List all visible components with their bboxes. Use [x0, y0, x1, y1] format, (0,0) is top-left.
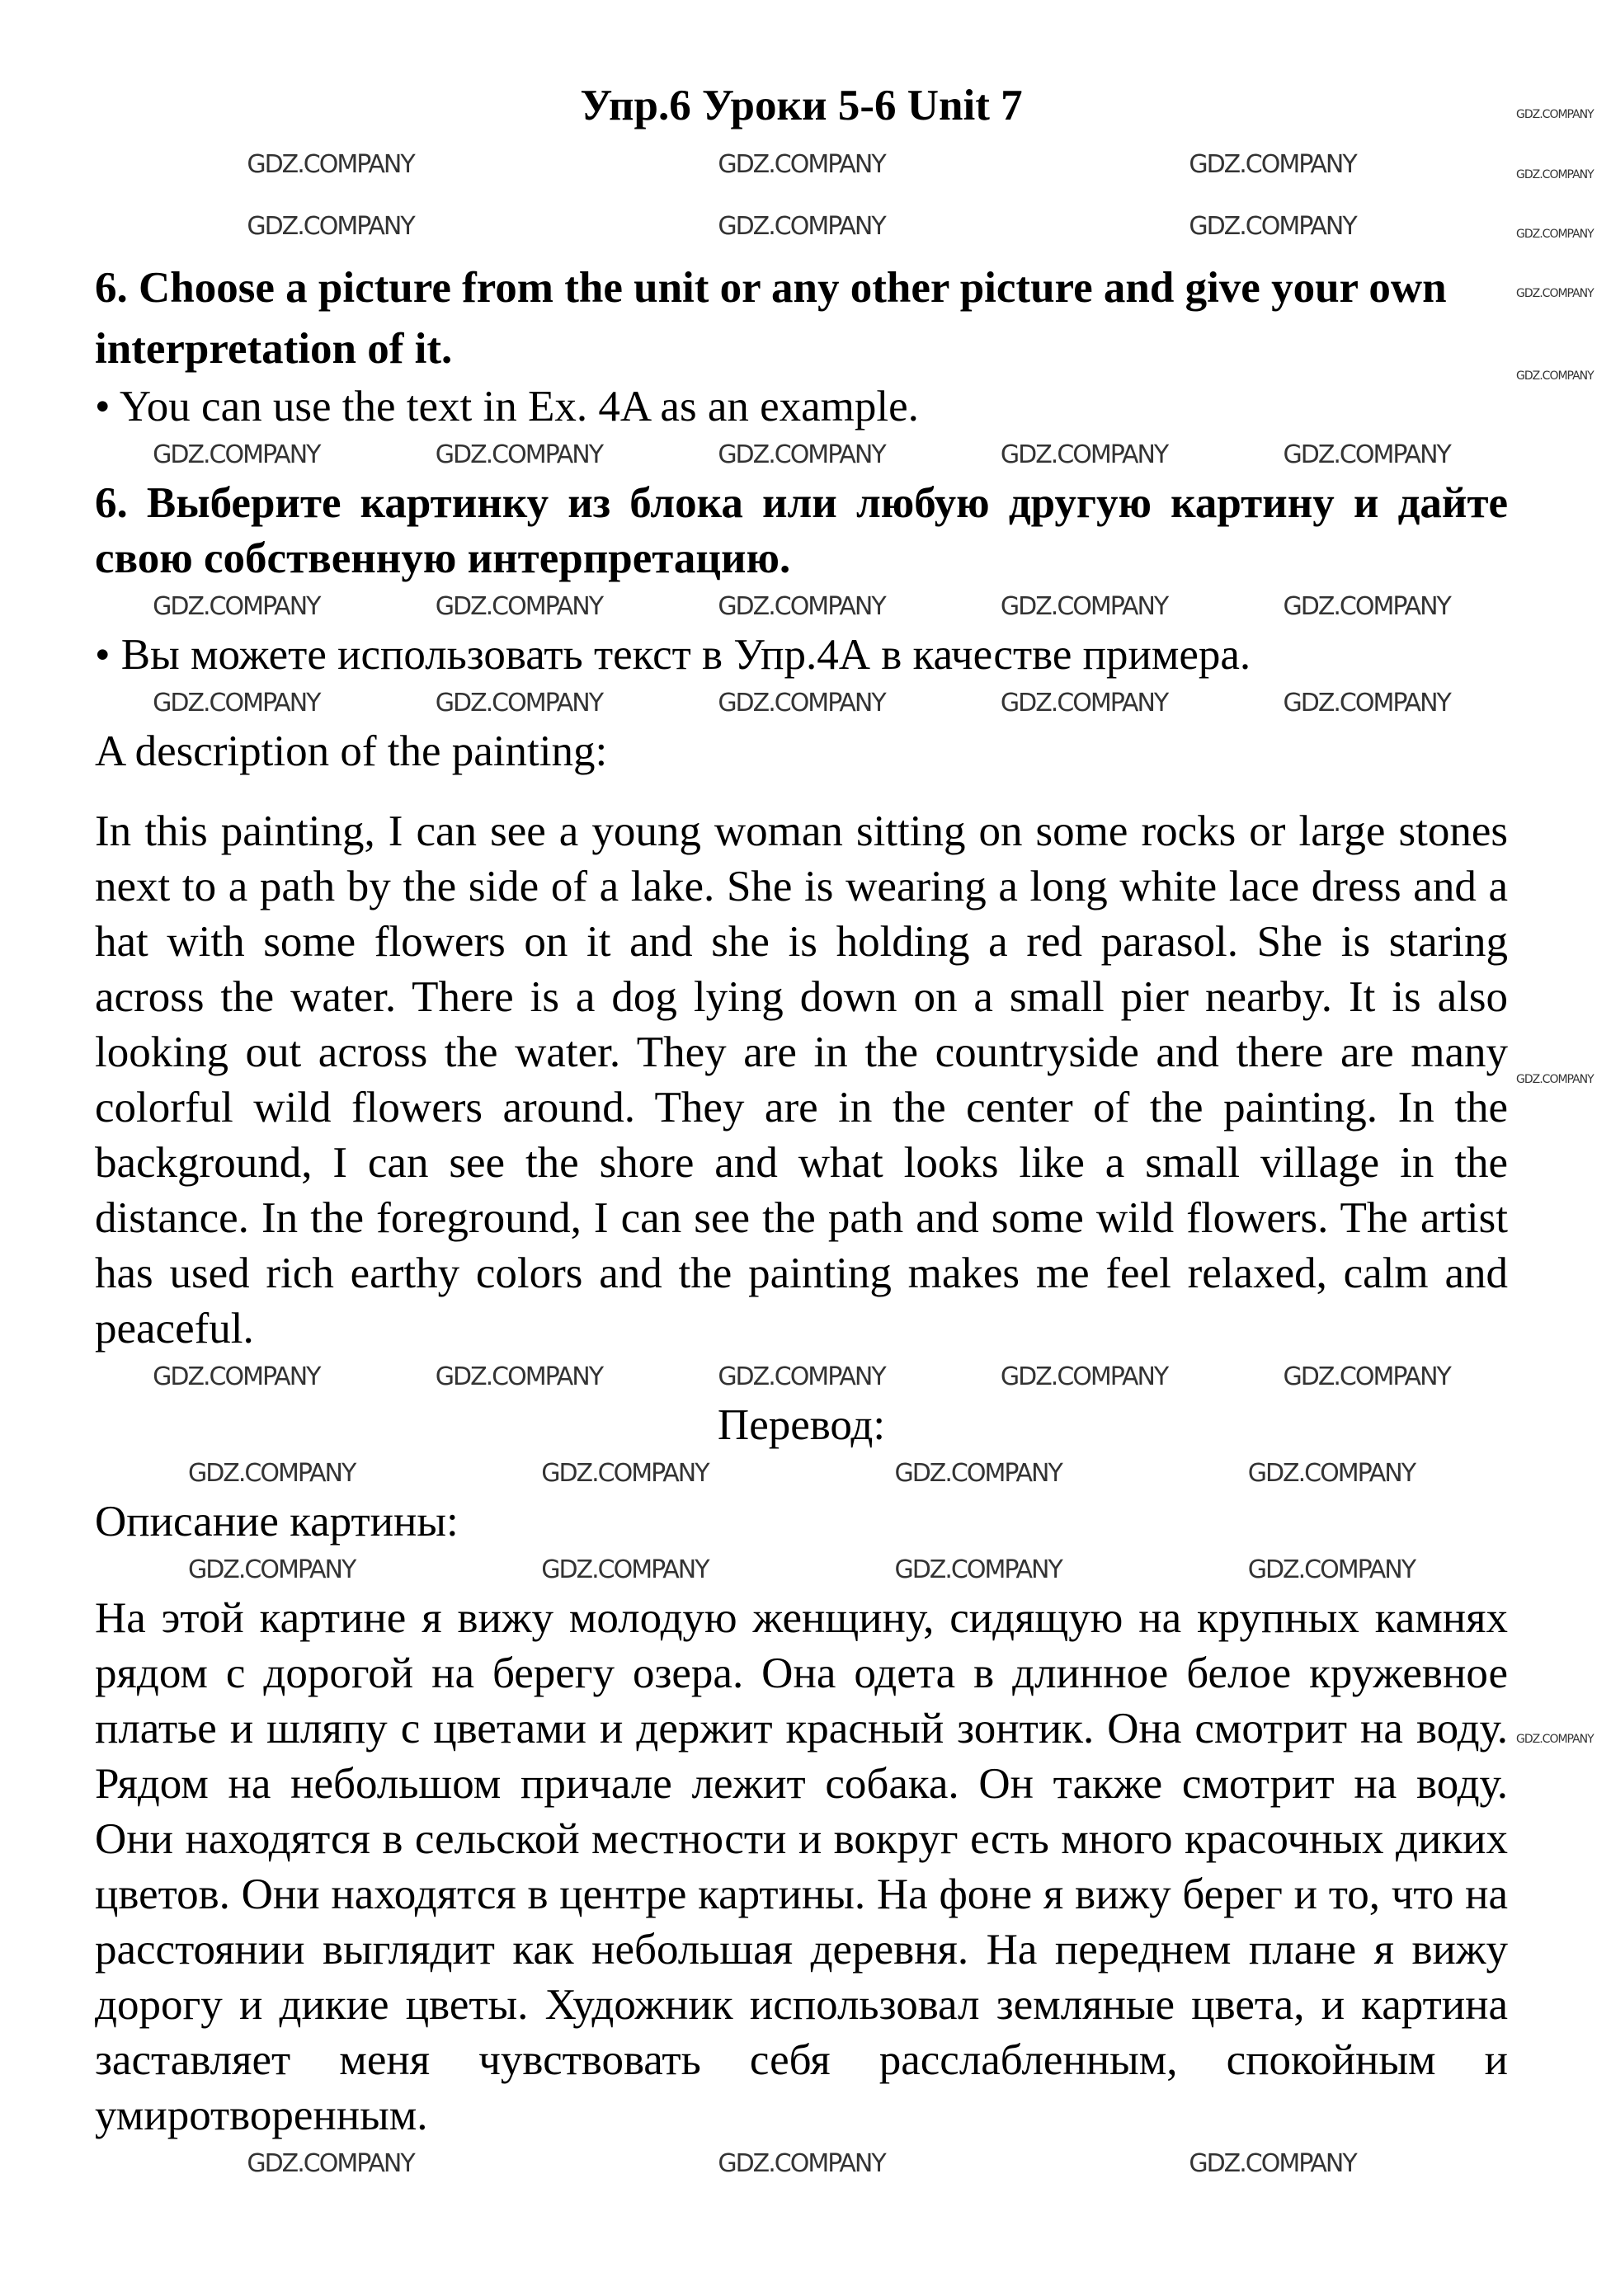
watermark: GDZ.COMPANY [1000, 689, 1168, 718]
watermark: GDZ.COMPANY [541, 1459, 709, 1488]
watermark: GDZ.COMPANY [1000, 1362, 1168, 1391]
watermark-row [95, 1550, 1508, 1591]
watermark: GDZ.COMPANY [153, 689, 320, 718]
watermark: GDZ.COMPANY [1283, 689, 1450, 718]
watermark: GDZ.COMPANY [718, 440, 885, 469]
watermark: GDZ.COMPANY [718, 2149, 885, 2178]
watermark: GDZ.COMPANY [1516, 108, 1594, 121]
watermark: GDZ.COMPANY [1516, 228, 1594, 241]
description-text-ru: На этой картине я вижу молодую женщину, сидящую на крупных камнях рядом с дорогой на берегу озера. Она одета в длинное белое кружевное платье и шляпу с цветами и держит красный зонтик. Она смотрит на воду. Рядом на небольшом причале лежит собака. Он также смотрит на воду. Они находятся в сельской местности и вокруг есть много красочных диких цветов. Они находятся в центре картины. На фоне я вижу берег и то, что на расстоянии выглядит как небольшая деревня. На переднем плане я вижу дорогу и дикие цветы. Художник использовал земляные цвета, и картина заставляет меня чувствовать себя расслабленным, спокойным и умиротворенным. [95, 1594, 1508, 2139]
translation-heading: Перевод: [717, 1401, 886, 1449]
watermark: GDZ.COMPANY [1283, 592, 1450, 621]
watermark: GDZ.COMPANY [247, 211, 414, 241]
watermark-row [95, 683, 1508, 724]
watermark: GDZ.COMPANY [1516, 369, 1594, 383]
watermark-row [95, 586, 1508, 628]
description-heading: A description of the painting: [95, 727, 608, 775]
watermark: GDZ.COMPANY [1189, 211, 1356, 241]
watermark-row [95, 134, 1508, 257]
watermark: GDZ.COMPANY [1247, 1459, 1416, 1488]
watermark: GDZ.COMPANY [247, 2149, 414, 2178]
watermark: GDZ.COMPANY [187, 1459, 356, 1488]
watermark: GDZ.COMPANY [435, 440, 603, 469]
watermark: GDZ.COMPANY [1516, 168, 1594, 181]
watermark: GDZ.COMPANY [1516, 1073, 1594, 1086]
watermark: GDZ.COMPANY [1000, 592, 1168, 621]
task-russian: 6. Выберите картинку из блока или любую другую картину и дайте свою собственную интерпретацию. [95, 479, 1508, 582]
watermark-row [95, 2143, 1508, 2185]
hint-english: • You can use the text in Ex. 4A as an example. [95, 383, 919, 430]
watermark: GDZ.COMPANY [894, 1459, 1062, 1488]
watermark: GDZ.COMPANY [1516, 1733, 1594, 1746]
watermark: GDZ.COMPANY [435, 592, 603, 621]
watermark: GDZ.COMPANY [1000, 440, 1168, 469]
watermark: GDZ.COMPANY [153, 1362, 320, 1391]
watermark: GDZ.COMPANY [153, 440, 320, 469]
watermark: GDZ.COMPANY [153, 592, 320, 621]
watermark-row [95, 1453, 1508, 1494]
watermark: GDZ.COMPANY [541, 1555, 709, 1584]
description-heading-ru: Описание картины: [95, 1498, 459, 1546]
watermark: GDZ.COMPANY [187, 1555, 356, 1584]
page-title: Упр.6 Уроки 5-6 Unit 7 [580, 82, 1023, 129]
watermark: GDZ.COMPANY [894, 1555, 1062, 1584]
hint-russian: • Вы можете использовать текст в Упр.4А в качестве примера. [95, 631, 1251, 679]
watermark: GDZ.COMPANY [247, 149, 414, 179]
watermark: GDZ.COMPANY [1283, 1362, 1450, 1391]
watermark: GDZ.COMPANY [718, 1362, 885, 1391]
watermark-row [95, 435, 1508, 476]
watermark: GDZ.COMPANY [718, 689, 885, 718]
watermark: GDZ.COMPANY [1283, 440, 1450, 469]
watermark: GDZ.COMPANY [435, 1362, 603, 1391]
watermark: GDZ.COMPANY [718, 592, 885, 621]
watermark: GDZ.COMPANY [1247, 1555, 1416, 1584]
watermark: GDZ.COMPANY [1189, 149, 1356, 179]
description-text: In this painting, I can see a young woman sitting on some rocks or large stones next to a path by the side of a lake. She is wearing a long white lace dress and a hat with some flowers on it and she is holding a red parasol. She is staring across the water. There is a dog lying down on a small pier nearby. It is also looking out across the water. They are in the countryside and there are many colorful wild flowers around. They are in the center of the painting. In the background, I can see the shore and what looks like a small village in the distance. In the foreground, I can see the path and some wild flowers. The artist has used rich earthy colors and the painting makes me feel relaxed, calm and peaceful. [95, 807, 1508, 1353]
watermark: GDZ.COMPANY [718, 211, 885, 241]
watermark: GDZ.COMPANY [718, 149, 885, 179]
watermark: GDZ.COMPANY [435, 689, 603, 718]
watermark: GDZ.COMPANY [1516, 287, 1594, 300]
watermark-row [95, 1357, 1508, 1398]
watermark: GDZ.COMPANY [1189, 2149, 1356, 2178]
task-english: 6. Choose a picture from the unit or any other picture and give your own interpretation of it. [95, 264, 1447, 373]
